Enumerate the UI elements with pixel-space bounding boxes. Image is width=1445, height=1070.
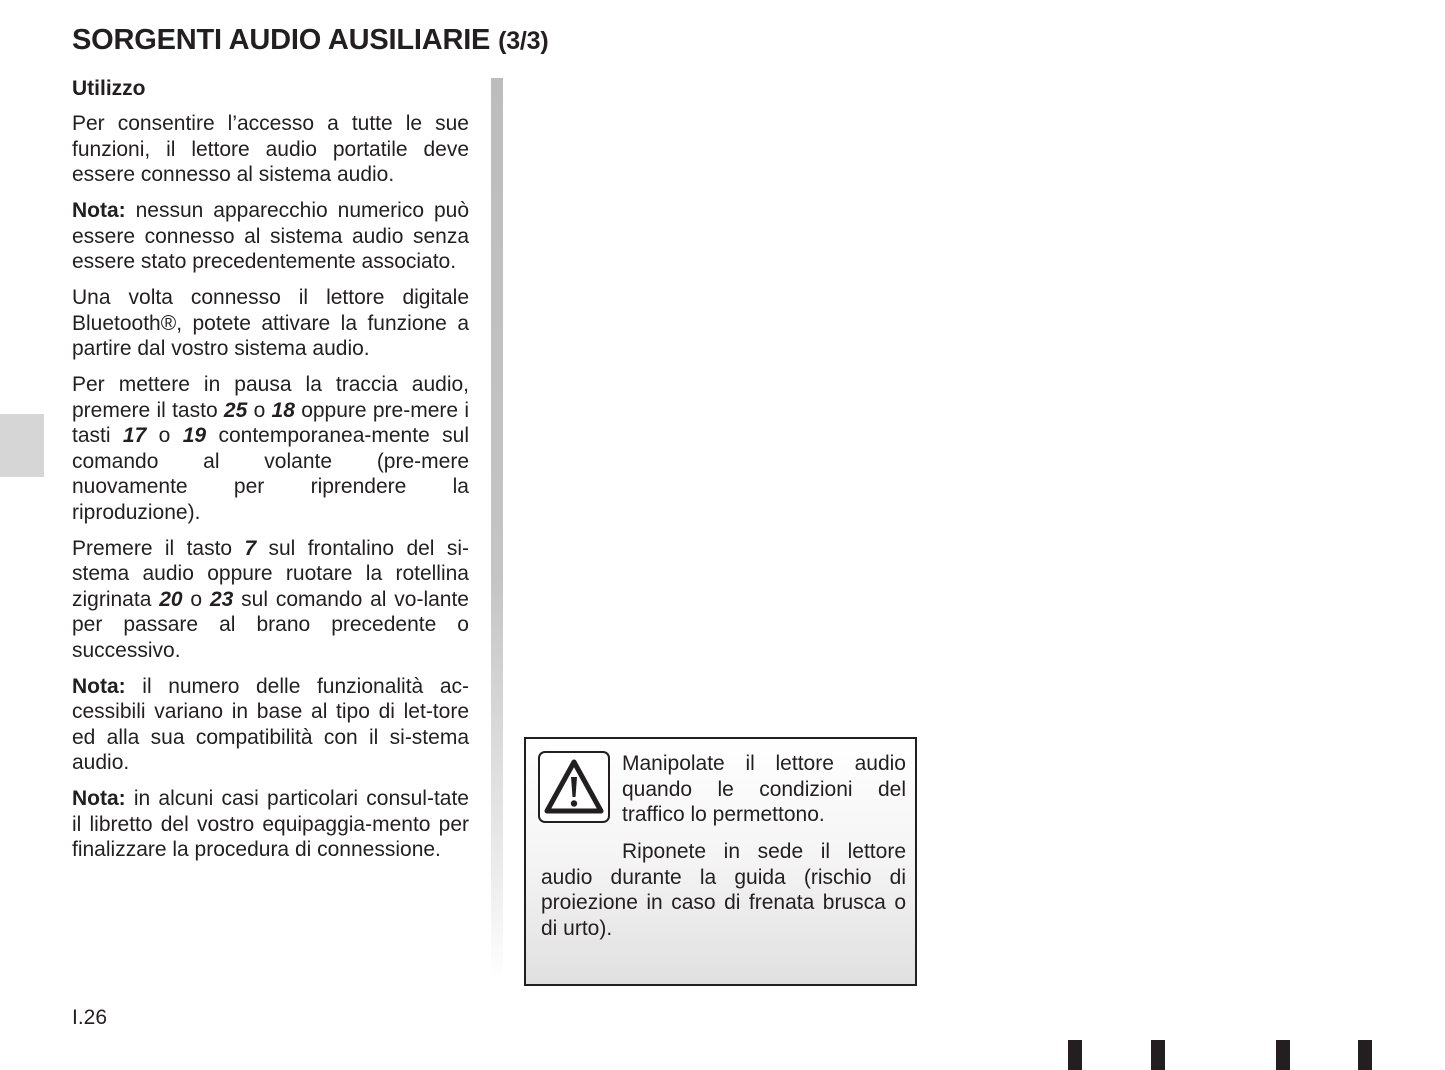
- page-title-text: SORGENTI AUDIO AUSILIARIE: [72, 24, 491, 56]
- print-mark: [1151, 1040, 1165, 1070]
- text-column: [72, 76, 469, 873]
- paragraph-access: Per consentire l’accesso a tutte le sue funzioni, il lettore audio portatile deve essere connesso al sistema audio.: [72, 112, 469, 186]
- paragraph-bluetooth: Una volta connesso il lettore digitale Bluetooth®, potete attivare la funzione a partire dal vostro sistema audio.: [72, 286, 469, 360]
- key-19: 19: [182, 424, 207, 447]
- paragraph-track-skip: Premere il tasto 7 sul frontalino del si-stema audio oppure ruotare la rotellina zigrinata 20 o 23 sul comando al vo-lante per passare al brano precedente o successivo.: [72, 536, 469, 662]
- print-mark: [1358, 1040, 1372, 1070]
- paragraph-note-functions: Nota: il numero delle funzionalità ac-cessibili variano in base al tipo di let-tore ed alla sua compatibilità con il si-stema audio.: [72, 674, 469, 774]
- key-23: 23: [209, 587, 234, 611]
- section-heading: Utilizzo: [72, 77, 146, 100]
- key-18: 18: [271, 398, 295, 422]
- print-mark: [1276, 1040, 1290, 1070]
- page-number: I.26: [72, 1006, 108, 1029]
- warning-box: [524, 737, 917, 986]
- key-20: 20: [159, 587, 183, 611]
- note-label: Nota:: [72, 787, 126, 810]
- paragraph-note-manual: Nota: in alcuni casi particolari consul-tate il libretto del vostro equipaggia-mento per finalizzare la procedura di connessione.: [72, 787, 469, 861]
- warning-text-1: Manipolate il lettore audio quando le condizioni del traffico lo permettono.: [622, 752, 906, 826]
- page-title: [72, 24, 548, 57]
- key-7: 7: [244, 536, 257, 560]
- column-divider-bar: [491, 78, 503, 980]
- note-label: Nota:: [72, 199, 126, 222]
- warning-text-2: Riponete in sede il lettore audio durante la guida (rischio di proiezione in caso di frenata brusca o di urto).: [541, 840, 906, 940]
- paragraph-note-pairing: Nota: nessun apparecchio numerico può essere connesso al sistema audio senza essere stato precedentemente associato.: [72, 199, 469, 273]
- section-tab-marker: [0, 414, 44, 477]
- print-mark: [1068, 1040, 1082, 1070]
- key-25: 25: [223, 398, 248, 422]
- warning-triangle-icon: [538, 751, 610, 823]
- note-label: Nota:: [72, 674, 126, 698]
- key-17: 17: [122, 424, 147, 447]
- page-title-suffix: (3/3): [498, 27, 549, 55]
- paragraph-pause: Per mettere in pausa la traccia audio, premere il tasto 25 o 18 oppure pre-mere i tasti 17 o 19 contemporanea-mente sul comando al volante (pre-mere nuovamente per riprendere la riproduzione).: [72, 373, 470, 524]
